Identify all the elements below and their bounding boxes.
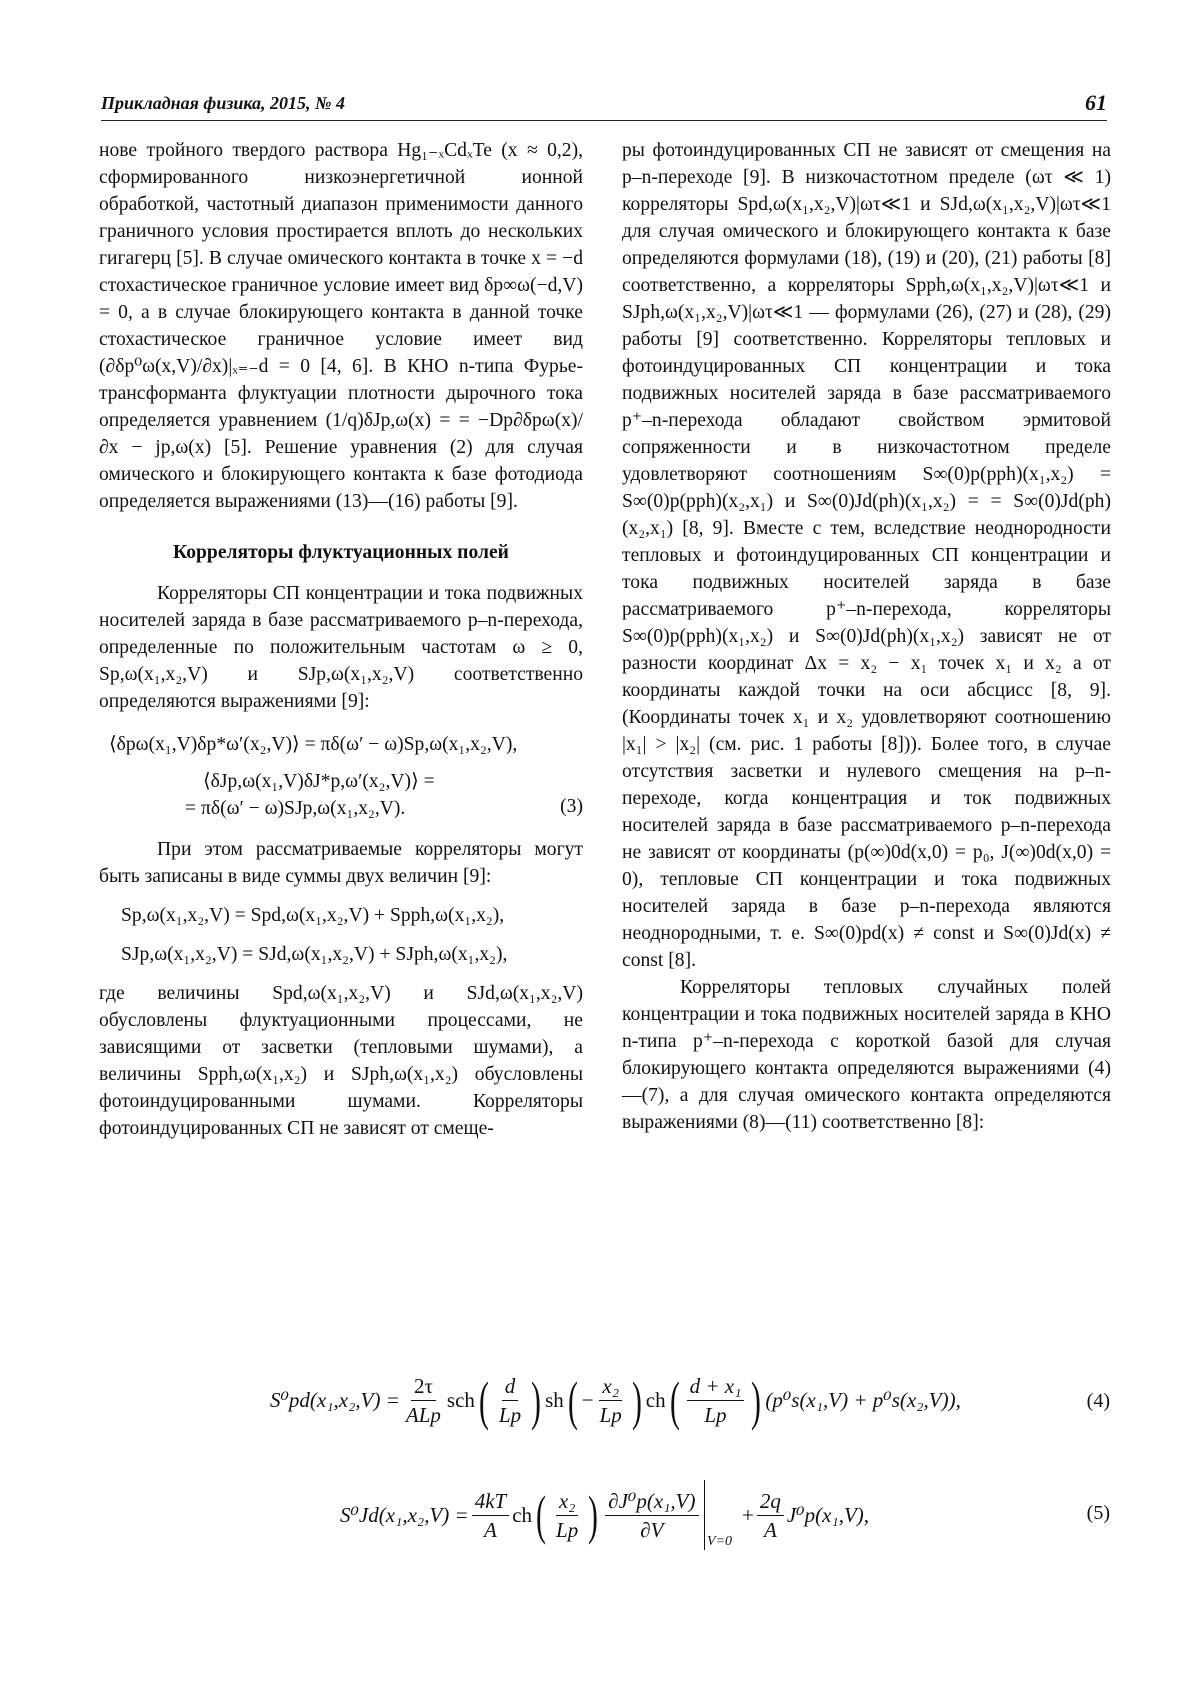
eq4-func-ch: ch [645, 1388, 666, 1412]
left-paragraph-4: где величины Spd,ω(x₁,x₂,V) и SJd,ω(x₁,x₂,V) обусловлены флуктуационными процессами, не зависящими от засветки (тепловыми шумами), а величины Spph,ω(x₁,x₂) и SJph,ω(x₁,x₂) обусловлены фотоиндуцированными шумами. Корреляторы фотоиндуцированных СП не зависят от смеще- [99, 983, 583, 1139]
eq4-fraction-4 [687, 1372, 745, 1429]
equation-4-number: (4) [1086, 1390, 1110, 1412]
equation-5-number: (5) [1086, 1502, 1110, 1524]
eq5-frac2-num: x₂ [556, 1487, 579, 1516]
eq4-func-sh: sh [545, 1388, 564, 1412]
section-title: Корреляторы флуктуационных полей [173, 542, 509, 563]
eq5-tail: J⁰p(x₁,V), [786, 1502, 870, 1527]
eq5-func-ch: ch [512, 1502, 533, 1527]
eq4-frac2-num: d [502, 1372, 519, 1401]
eq5-frac2-den: Lp [556, 1517, 579, 1542]
eq4-frac2-den: Lp [498, 1403, 522, 1427]
eq5-frac1-den: A [484, 1517, 497, 1542]
eq5-fraction-3 [605, 1487, 698, 1544]
sum-equation-1: Sp,ω(x₁,x₂,V) = Spd,ω(x₁,x₂,V) + Spph,ω(x₁,x₂), [121, 905, 505, 926]
sum-equations [99, 902, 583, 968]
eq4-frac4-den: Lp [704, 1403, 727, 1427]
eq5-fraction-2 [553, 1487, 581, 1544]
eq5-plus: + [742, 1502, 754, 1527]
eq4-fraction-1 [403, 1372, 444, 1429]
journal-title: Прикладная физика, 2015, № 4 [101, 93, 346, 113]
sum-equation-2: SJp,ω(x₁,x₂,V) = SJd,ω(x₁,x₂,V) + SJph,ω(x₁,x₂), [121, 944, 508, 965]
equation-4: S⁰pd(x₁,x₂,V) = $\frac{2\tau}{\text{ALp}}$ sch ( $\frac{d}{Lp}$ ) sh ( − $\frac{\text{x₂}}{Lp}$ ) ch ( $\frac{\text{d + x₁}}{Lp}$ ) (p⁰s(x₁,V) + p⁰s(x₂,V)), (4) [270, 1370, 1110, 1431]
eq5-fraction-4 [757, 1487, 784, 1544]
eq4-frac3-den: Lp [599, 1403, 622, 1427]
eq5-frac3-den: ∂V [640, 1517, 664, 1542]
equation-3-line-2: ⟨δJp,ω(x₁,V)δJ*p,ω′(x₂,V)⟩ = [203, 771, 435, 792]
eq5-fraction-1 [472, 1487, 510, 1544]
eq4-fraction-2 [496, 1372, 524, 1429]
right-paragraph-2: Корреляторы тепловых случайных полей концентрации и тока подвижных носителей заряда в КНО n-типа p⁺–n-перехода с короткой базой для случая блокирующего контакта определяются выражениями (4)—(7), а для случая омического контакта определяются выражениями (8)—(11) соответственно [8]: [622, 977, 1111, 1133]
equation-5: S⁰Jd(x₁,x₂,V) = $\frac{4kT}{A}$ ch ( $\frac{\text{x₂}}{Lp}$ ) $\frac{\text{∂J⁰p(x₁,V)}}{\partial V}$ V=0 + $\frac{2q}{A}$ J⁰p(x₁,V), (5) [340, 1480, 1110, 1550]
eq4-func-sch: sch [446, 1388, 475, 1412]
equation-3-line-3: = πδ(ω′ − ω)SJp,ω(x₁,x₂,V). [185, 798, 406, 819]
eq5-lhs: S⁰Jd(x₁,x₂,V) = [340, 1502, 469, 1527]
running-header [101, 90, 1107, 121]
equation-3-number: (3) [560, 796, 583, 817]
eq5-frac3-num: ∂J⁰p(x₁,V) [605, 1487, 698, 1516]
eq5-eval-bar [704, 1480, 706, 1550]
eq4-fraction-3 [597, 1372, 625, 1429]
left-paragraph-2: Корреляторы СП концентрации и тока подвижных носителей заряда в базе рассматриваемого p–n-перехода, определенные по положительным частотам ω ≥ 0, Sp,ω(x₁,x₂,V) и SJp,ω(x₁,x₂,V) соответственно определяются выражениями [9]: [99, 583, 583, 712]
eq5-frac4-num: 2q [757, 1487, 784, 1516]
right-paragraph-1: ры фотоиндуцированных СП не зависят от смещения на p–n-переходе [9]. В низкочастотном пределе (ωτ ≪ 1) корреляторы Spd,ω(x₁,x₂,V)|ωτ≪1 и SJd,ω(x₁,x₂,V)|ωτ≪1 для случая омического и блокирующего контакта к базе определяются формулами (18), (19) и (20), (21) работы [8] соответственно, а корреляторы Spph,ω(x₁,x₂,V)|ωτ≪1 и SJph,ω(x₁,x₂,V)|ωτ≪1 — формулами (26), (27) и (28), (29) работы [9] соответственно. Корреляторы тепловых и фотоиндуцированных СП концентрации и тока подвижных носителей заряда в базе рассматриваемого p⁺–n-перехода обладают свойством эрмитовой сопряженности и в низкочастотном пределе удовлетворяют соотношениям S∞(0)p(pph)(x₁,x₂) = S∞(0)p(pph)(x₂,x₁) и S∞(0)Jd(ph)(x₁,x₂) = = S∞(0)Jd(ph)(x₂,x₁) [8, 9]. Вместе с тем, вследствие неоднородности тепловых и фотоиндуцированных СП концентрации и тока подвижных носителей заряда в базе рассматриваемого p⁺–n-перехода, корреляторы S∞(0)p(pph)(x₁,x₂) и S∞(0)Jd(ph)(x₁,x₂) зависят не от разности координат Δx = x₂ − x₁ точек x₁ и x₂ а от координаты каждой точки на оси абсцисс [8, 9]. (Координаты точек x₁ и x₂ удовлетворяют соотношению |x₁| > |x₂| (см. рис. 1 работы [8])). Более того, в случае отсутствия засветки и нулевого смещения на p–n-переходе, когда концентрация и ток подвижных носителей заряда в базе рассматриваемого p–n-перехода не зависят от координаты (p(∞)0d(x,0) = p₀, J(∞)0d(x,0) = 0), тепловые СП концентрации и тока подвижных носителей заряда в базе p–n-перехода являются неоднородными, т. е. S∞(0)pd(x) ≠ const и S∞(0)Jd(x) ≠ const [8]. [622, 140, 1111, 971]
eq4-tail: (p⁰s(x₁,V) + p⁰s(x₂,V)), [765, 1388, 961, 1412]
left-paragraph-1: нове тройного твердого раствора Hg₁₋ₓCdₓTe (x ≈ 0,2), сформированного низкоэнергетичной ионной обработкой, частотный диапазон применимости данного граничного условия простирается вплоть до нескольких гигагерц [5]. В случае омического контакта в точке x = −d стохастическое граничное условие имеет вид δp∞ω(−d,V) = 0, а в случае блокирующего контакта в данной точке стохастическое граничное условие имеет вид (∂δp⁰ω(x,V)/∂x)|ₓ₌₋d = 0 [4, 6]. В КНО n-типа Фурье-трансформанта флуктуации плотности дырочного тока определяется уравнением (1/q)δJp,ω(x) = = −Dp∂δpω(x)/∂x − jp,ω(x) [5]. Решение уравнения (2) для случая омического и блокирующего контакта к базе фотодиода определяется выражениями (13)—(16) работы [9]. [99, 140, 583, 512]
eq5-eval-point: V=0 [707, 1534, 733, 1549]
right-column [622, 137, 1111, 1136]
eq4-lhs: S⁰pd(x₁,x₂,V) = [270, 1388, 400, 1412]
left-paragraph-3: При этом рассматриваемые корреляторы могут быть записаны в виде суммы двух величин [9]: [99, 839, 583, 887]
equation-3-line-1: ⟨δpω(x₁,V)δp*ω′(x₂,V)⟩ = πδ(ω′ − ω)Sp,ω(x₁,x₂,V), [109, 734, 518, 755]
eq4-frac1-den: ALp [405, 1403, 441, 1427]
eq4-frac4-num: d + x₁ [687, 1372, 745, 1401]
equation-3 [99, 731, 583, 822]
page-number: 61 [1085, 90, 1107, 115]
eq5-frac1-num: 4kT [472, 1487, 510, 1516]
eq4-frac1-num: 2τ [411, 1372, 436, 1401]
left-column [99, 137, 583, 1142]
eq5-frac4-den: A [763, 1517, 777, 1542]
eq4-frac3-num: x₂ [599, 1372, 622, 1401]
